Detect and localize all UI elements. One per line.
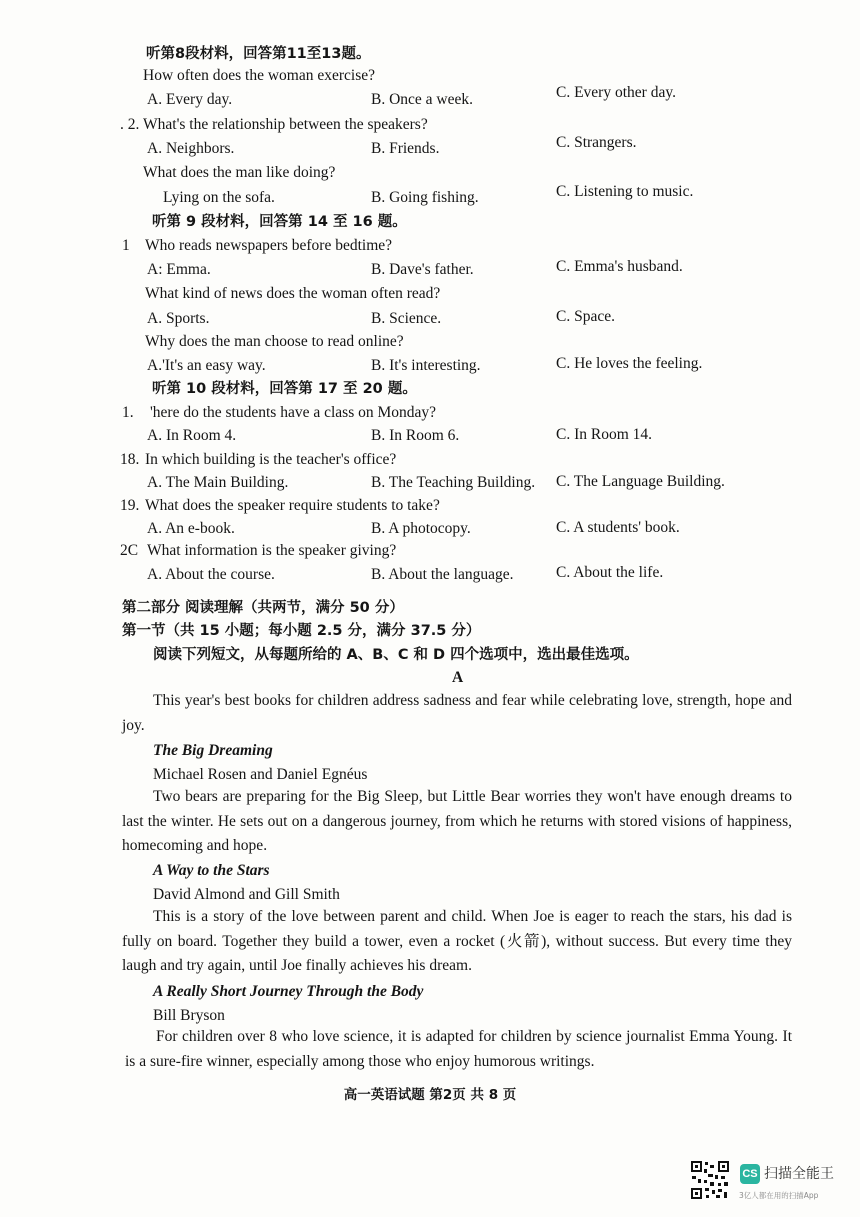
question-20-option-c: C. About the life. — [556, 564, 664, 581]
question-16-option-a: A.'It's an easy way. — [147, 357, 266, 374]
part-two-title: 第二部分 阅读理解（共两节，满分 50 分） — [122, 600, 404, 616]
question-11-option-c: C. Every other day. — [556, 84, 676, 101]
question-19-option-a: A. An e-book. — [147, 520, 235, 537]
question-number: 1. — [122, 404, 134, 421]
question-12-text: What's the relationship between the speakers? — [143, 116, 428, 133]
question-17-option-a: A. In Room 4. — [147, 427, 237, 444]
question-11-text: How often does the woman exercise? — [143, 67, 375, 84]
book-1-authors: Michael Rosen and Daniel Egnéus — [153, 766, 368, 783]
book-3-title: A Really Short Journey Through the Body — [153, 983, 424, 1000]
section-one-title: 第一节（共 15 小题；每小题 2.5 分，满分 37.5 分） — [122, 623, 481, 639]
book-1-description — [122, 785, 792, 859]
question-number: . 2. — [120, 116, 140, 133]
book-3-description-text: For children over 8 who love science, it is adapted for children by science journalist Emma Young. It is a sure-fire winner, especially among those who enjoy humorous writings. — [125, 1028, 792, 1070]
question-18-text: In which building is the teacher's office? — [145, 451, 397, 468]
camscanner-logo: CS — [740, 1164, 760, 1184]
question-11-option-b: B. Once a week. — [371, 91, 473, 108]
question-17-option-b: B. In Room 6. — [371, 427, 460, 444]
question-18-option-b: B. The Teaching Building. — [371, 474, 536, 491]
question-13-option-c: C. Listening to music. — [556, 183, 694, 200]
question-12-option-c: C. Strangers. — [556, 134, 637, 151]
question-16-text: Why does the man choose to read online? — [145, 333, 404, 350]
qr-code-icon — [690, 1160, 730, 1200]
book-2-title: A Way to the Stars — [153, 862, 270, 879]
question-14-option-a: A: Emma. — [147, 261, 211, 278]
question-18-option-c: C. The Language Building. — [556, 473, 725, 490]
section-8-heading: 听第8段材料，回答第11至13题。 — [146, 46, 371, 62]
question-16-option-c: C. He loves the feeling. — [556, 355, 703, 372]
question-19-option-b: B. A photocopy. — [371, 520, 471, 537]
question-19-option-c: C. A students' book. — [556, 519, 680, 536]
question-18-option-a: A. The Main Building. — [147, 474, 289, 491]
book-3-authors: Bill Bryson — [153, 1007, 225, 1024]
question-number: 19. — [120, 497, 140, 514]
question-number: 2C — [120, 542, 139, 559]
question-number: 18. — [120, 451, 140, 468]
section-10-heading: 听第 10 段材料，回答第 17 至 20 题。 — [152, 381, 417, 397]
question-13-option-b: B. Going fishing. — [371, 189, 479, 206]
question-12-option-a: A. Neighbors. — [147, 140, 235, 157]
question-14-text: Who reads newspapers before bedtime? — [145, 237, 393, 254]
question-15-option-a: A. Sports. — [147, 310, 210, 327]
section-9-heading: 听第 9 段材料，回答第 14 至 16 题。 — [152, 214, 407, 230]
question-15-text: What kind of news does the woman often read? — [145, 285, 441, 302]
passage-intro — [122, 689, 792, 738]
question-13-text: What does the man like doing? — [143, 164, 336, 181]
question-15-option-c: C. Space. — [556, 308, 615, 325]
book-2-authors: David Almond and Gill Smith — [153, 886, 340, 903]
question-14-option-b: B. Dave's father. — [371, 261, 474, 278]
question-number: 1 — [122, 237, 130, 254]
reading-instruction: 阅读下列短文，从每题所给的 A、B、C 和 D 四个选项中，选出最佳选项。 — [153, 647, 639, 663]
question-13-option-a: Lying on the sofa. — [163, 189, 275, 206]
question-12-option-b: B. Friends. — [371, 140, 440, 157]
question-16-option-b: B. It's interesting. — [371, 357, 481, 374]
passage-letter: A — [452, 669, 464, 686]
question-20-text: What information is the speaker giving? — [147, 542, 397, 559]
passage-intro-text: This year's best books for children address sadness and fear while celebrating love, strength, hope and joy. — [122, 692, 792, 734]
question-17-text: 'here do the students have a class on Monday? — [150, 404, 437, 421]
question-20-option-a: A. About the course. — [147, 566, 275, 583]
page-footer: 高一英语试题 第2页 共 8 页 — [343, 1087, 517, 1103]
book-3-description — [125, 1025, 792, 1074]
book-1-description-text: Two bears are preparing for the Big Sleep, but Little Bear worries they won't have enough dreams to last the winter. He sets out on a dangerous journey, from which he returns with stored visions of happiness, homecoming and hope. — [122, 788, 792, 854]
question-20-option-b: B. About the language. — [371, 566, 514, 583]
question-11-option-a: A. Every day. — [147, 91, 233, 108]
question-15-option-b: B. Science. — [371, 310, 442, 327]
book-2-description — [122, 905, 792, 979]
camscanner-tagline: 3亿人都在用的扫描App — [739, 1191, 819, 1200]
book-1-title: The Big Dreaming — [153, 742, 273, 759]
book-2-description-text: This is a story of the love between parent and child. When Joe is eager to reach the stars, his dad is fully on board. Together they build a tower, even a rocket (火箭), without success. But every time they laugh and try again, until Joe finally achieves his dream. — [122, 908, 792, 974]
question-14-option-c: C. Emma's husband. — [556, 258, 683, 275]
question-19-text: What does the speaker require students to take? — [145, 497, 440, 514]
question-17-option-c: C. In Room 14. — [556, 426, 653, 443]
camscanner-name: 扫描全能王 — [764, 1166, 834, 1182]
